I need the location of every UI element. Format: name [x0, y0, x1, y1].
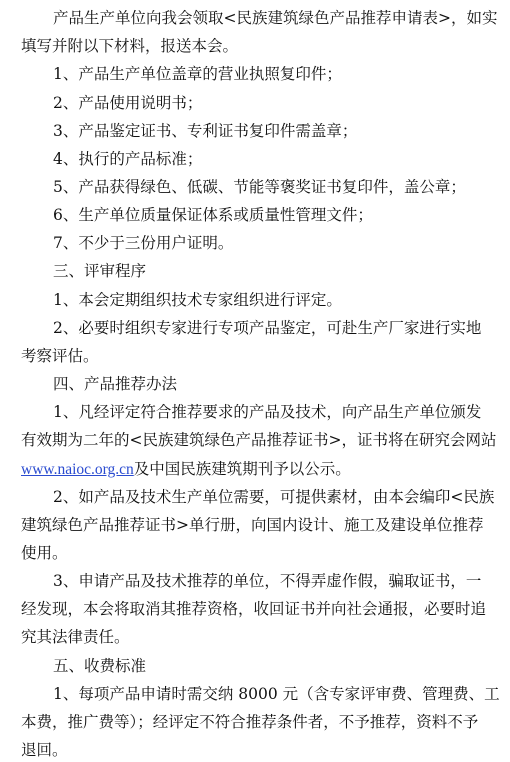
website-link-tail: 及中国民族建筑期刊予以公示。: [133, 459, 351, 478]
recommend-paragraph-2-line-3: 使用。: [21, 543, 68, 562]
recommend-paragraph-2-line-1: 2、如产品及技术生产单位需要，可提供素材，由本会编印<民族: [53, 487, 495, 506]
recommend-paragraph-2-line-2: 建筑绿色产品推荐证书>单行册，向国内设计、施工及建设单位推荐: [21, 515, 484, 534]
section-heading-fees: 五、收费标准: [53, 656, 147, 675]
intro-line-1: 产品生产单位向我会领取<民族建筑绿色产品推荐申请表>，如实: [53, 9, 498, 27]
material-item-3: 3、产品鉴定证书、专利证书复印件需盖章；: [53, 121, 358, 140]
material-item-1: 1、产品生产单位盖章的营业执照复印件；: [53, 65, 342, 84]
recommend-paragraph-3-line-1: 3、申请产品及技术推荐的单位，不得弄虚作假，骗取证书，一: [53, 572, 482, 591]
fees-paragraph-1-line-2: 本费，推广费等）；经评定不符合推荐条件者，不予推荐，资料不予: [21, 712, 479, 731]
intro-line-2: 填写并附以下材料，报送本会。: [21, 37, 239, 56]
review-paragraph-1: 1、本会定期组织技术专家组织进行评定。: [53, 290, 342, 309]
material-item-7: 7、不少于三份用户证明。: [53, 234, 234, 253]
material-item-5: 5、产品获得绿色、低碳、节能等褒奖证书复印件，盖公章；: [53, 177, 466, 196]
recommend-paragraph-1-line-3: [21, 459, 351, 479]
section-heading-recommendation: 四、产品推荐办法: [53, 375, 178, 393]
fees-paragraph-1-line-1: 1、每项产品申请时需交纳 8000 元（含专家评审费、管理费、工: [53, 684, 500, 703]
website-link[interactable]: www.naioc.org.cn: [21, 460, 134, 478]
review-paragraph-2-line-1: 2、必要时组织专家进行专项产品鉴定，可赴生产厂家进行实地: [53, 318, 482, 337]
material-item-6: 6、生产单位质量保证体系或质量性管理文件；: [53, 206, 373, 225]
review-paragraph-2-line-2: 考察评估。: [21, 346, 99, 365]
section-heading-review: 三、评审程序: [53, 262, 147, 281]
recommend-paragraph-1-line-1: 1、凡经评定符合推荐要求的产品及技术，向产品生产单位颁发: [53, 403, 482, 422]
recommend-paragraph-3-line-3: 究其法律责任。: [21, 628, 130, 647]
material-item-2: 2、产品使用说明书；: [53, 93, 203, 112]
material-item-4: 4、执行的产品标准；: [53, 149, 203, 168]
recommend-paragraph-1-line-2: 有效期为二年的<民族建筑绿色产品推荐证书>，证书将在研究会网站: [21, 431, 497, 450]
recommend-paragraph-3-line-2: 经发现，本会将取消其推荐资格，收回证书并向社会通报，必要时追: [21, 600, 487, 619]
fees-paragraph-1-line-3: 退回。: [21, 741, 68, 759]
